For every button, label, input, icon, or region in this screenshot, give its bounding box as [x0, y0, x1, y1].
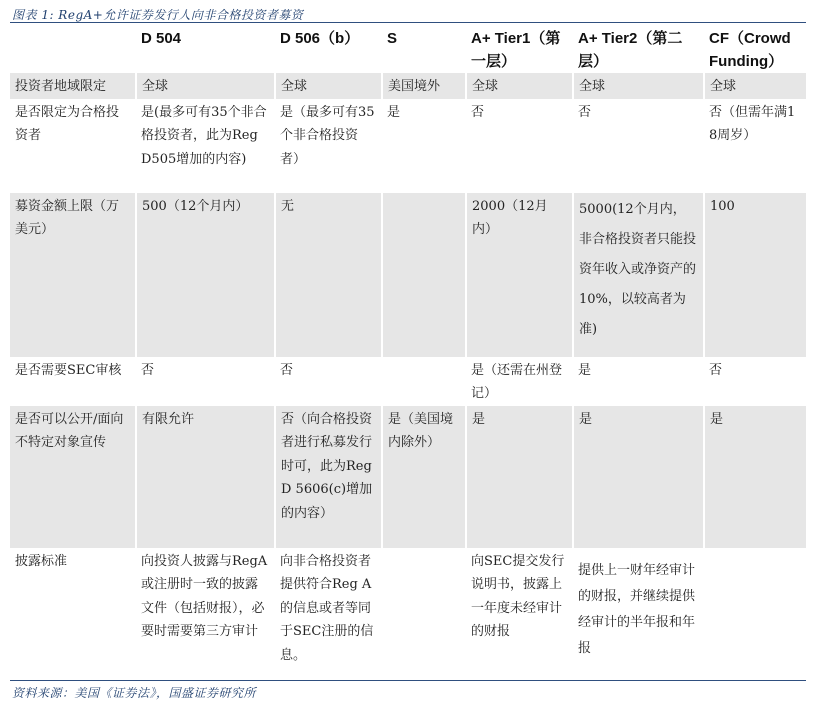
table-cell: 是（美国境内除外） [382, 406, 466, 548]
table-cell: 是(最多可有35个非合格投资者，此为Reg D505增加的内容) [141, 104, 267, 167]
table-cell: 否（但需年满18周岁） [709, 104, 796, 143]
header-cell [10, 23, 136, 73]
table-cell: 是 [704, 406, 806, 548]
table-cell: 提供上一财年经审计的财报，并继续提供经审计的半年报和年报 [578, 562, 696, 656]
table-cell: 是 [387, 104, 401, 120]
table-cell [382, 193, 466, 357]
table-cell: 无 [275, 193, 382, 357]
header-cell-d504: D 504 [141, 30, 182, 47]
table-row-publicity [10, 406, 806, 548]
source-note: 资料来源：美国《证券法》，国盛证券研究所 [12, 686, 257, 700]
source-rule [10, 680, 806, 681]
table-row-sec-review [10, 357, 806, 406]
table-cell: 否 [280, 362, 294, 378]
table-cell: 是（最多可有35个非合格投资者） [280, 104, 375, 167]
table-caption: 图表 1: RegA+允许证券发行人向非合格投资者募资 [12, 8, 304, 22]
table-cell: 向SEC提交发行说明书，披露上一年度未经审计的财报 [471, 553, 565, 639]
table-cell: 有限允许 [136, 406, 275, 548]
table-cell: 否 [578, 104, 592, 120]
table-cell: 否 [141, 362, 155, 378]
header-cell-cf: CF（Crowd Funding） [709, 30, 791, 70]
table-row-disclosure [10, 548, 806, 688]
table-cell: 全球 [573, 73, 704, 99]
header-cell-tier1: A+ Tier1（第一层） [471, 30, 561, 70]
table-cell: 是 [466, 406, 573, 548]
table-cell: 5000(12个月内，非合格投资者只能投资年收入或净资产的10%，以较高者为准) [573, 193, 704, 357]
table-cell [704, 548, 806, 688]
table-row-qualified [10, 99, 806, 193]
table-cell: 否（向合格投资者进行私募发行时可，此为Reg D 5606(c)增加的内容） [275, 406, 382, 548]
row-label: 是否需要SEC审核 [15, 362, 122, 378]
table-cell: 美国境外 [382, 73, 466, 99]
table-cell: 向非合格投资者提供符合Reg A的信息或者等同于SEC注册的信息。 [280, 553, 374, 663]
table-cell: 全球 [275, 73, 382, 99]
header-cell-s: S [387, 30, 398, 47]
table-cell: 否 [709, 362, 723, 378]
header-cell-d506b: D 506（b） [280, 30, 360, 47]
row-label: 是否可以公开/面向不特定对象宣传 [10, 406, 136, 548]
table-cell: 500（12个月内） [136, 193, 275, 357]
header-cell-tier2: A+ Tier2（第二层） [578, 30, 683, 70]
row-label: 是否限定为合格投资者 [15, 104, 120, 143]
table-cell: 全球 [704, 73, 806, 99]
row-label: 投资者地域限定 [10, 73, 136, 99]
table-cell: 否 [471, 104, 485, 120]
table-cell [382, 548, 466, 688]
table-cell [382, 357, 466, 406]
table-cell: 向投资人披露与RegA或注册时一致的披露文件（包括财报），必要时需要第三方审计 [141, 553, 268, 639]
row-label: 披露标准 [15, 553, 68, 569]
table-cell: 全球 [466, 73, 573, 99]
table-cell: 全球 [136, 73, 275, 99]
table-row-cap [10, 193, 806, 357]
comparison-table [10, 23, 806, 688]
table-cell: 2000（12月内） [466, 193, 573, 357]
header-row [10, 23, 806, 73]
table-row-region [10, 73, 806, 99]
table-cell: 是 [573, 406, 704, 548]
table-cell: 100 [704, 193, 806, 357]
table-cell: 是（还需在州登记） [471, 362, 563, 401]
row-label: 募资金额上限（万美元） [10, 193, 136, 357]
table-cell: 是 [578, 362, 592, 378]
